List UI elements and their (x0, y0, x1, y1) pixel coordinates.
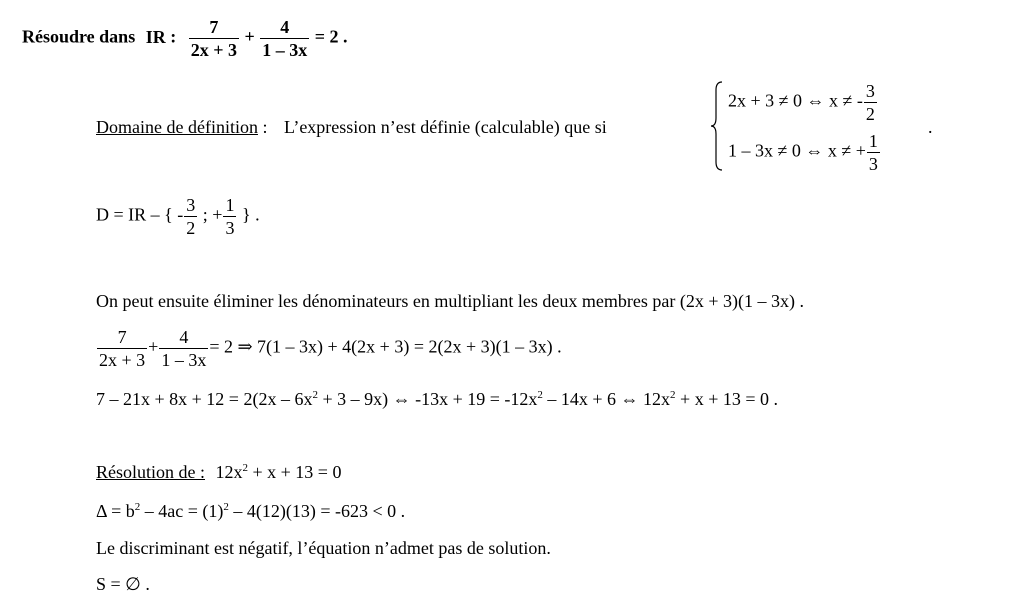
condition-2-numerator: 1 (868, 131, 878, 151)
step-1-fraction-1 (97, 328, 147, 369)
step-1-fraction-2-numerator: 4 (179, 327, 189, 347)
real-set-symbol: IR (145, 26, 166, 47)
step-1-fraction-2 (159, 328, 208, 369)
domain-sentence (96, 118, 607, 136)
title-prefix: Résoudre dans (22, 26, 136, 47)
domain-set-denominator-1: 2 (186, 218, 196, 238)
condition-2-denominator: 3 (868, 154, 878, 174)
resolution-square: 2 (242, 462, 248, 474)
step-2-square-2: 2 (537, 389, 543, 401)
delta-part-c: – 4(12)(13) = -623 < 0 . (228, 501, 406, 521)
domain-set-numerator-1: 3 (186, 195, 196, 215)
step-2-square-3: 2 (670, 389, 676, 401)
equation-rhs: = 2 . (314, 26, 348, 47)
domain-set-denominator-2: 3 (225, 218, 235, 238)
domain-set-numerator-2: 1 (225, 195, 235, 215)
condition-1-numerator: 3 (865, 81, 875, 101)
step-2-part-c: – 14x + 6 ⇔ 12x (542, 389, 671, 409)
plus-sign: + (244, 26, 255, 47)
delta-part-a: Δ = b (96, 501, 135, 521)
delta-part-b: – 4ac = (1) (140, 501, 224, 521)
step-1-fraction-1-numerator: 7 (117, 327, 127, 347)
fraction-1-numerator: 7 (209, 17, 219, 37)
fraction-2-denominator: 1 – 3x (262, 40, 308, 60)
condition-1-fraction (864, 82, 877, 123)
fraction-2-numerator: 4 (280, 17, 290, 37)
conclusion-text: Le discriminant est négatif, l’équation n’admet pas de solution. (96, 538, 551, 558)
elimination-intro: On peut ensuite éliminer les dénominateurs en multipliant les deux membres par (2x + 3)(1 – 3x) . (96, 291, 804, 311)
domain-set-end: } . (237, 204, 260, 225)
discriminant-line (96, 502, 405, 520)
step-1-plus: + (148, 336, 159, 357)
condition-1 (728, 82, 878, 123)
resolution-eq-b: + x + 13 = 0 (248, 462, 342, 482)
step-2-part-b: + 3 – 9x) ⇔ -13x + 19 = -12x (317, 389, 538, 409)
delta-square-2: 2 (223, 501, 229, 513)
system-end-dot: . (928, 117, 933, 137)
solution-set: S = ∅ . (96, 574, 150, 594)
problem-statement (22, 18, 348, 59)
fraction-1-denominator: 2x + 3 (190, 40, 237, 60)
resolution-label: Résolution de : (96, 462, 205, 482)
domain-set (96, 196, 260, 237)
fraction-1 (189, 18, 239, 59)
domain-set-lhs: D = IR – { - (96, 204, 184, 225)
resolution-eq-a: 12x (215, 462, 243, 482)
resolution-line (96, 463, 341, 481)
step-2-part-d: + x + 13 = 0 . (675, 389, 779, 409)
step-1-fraction-2-denominator: 1 – 3x (161, 350, 207, 370)
domain-set-separator: ; + (198, 204, 223, 225)
condition-2-text: 1 – 3x ≠ 0 ⇔ x ≠ + (728, 140, 866, 161)
condition-1-denominator: 2 (865, 104, 875, 124)
step-1-rest: = 2 ⇒ 7(1 – 3x) + 4(2x + 3) = 2(2x + 3)(1 – 3x) . (209, 336, 562, 357)
condition-2-fraction (867, 132, 880, 173)
domain-label: Domaine de définition (96, 117, 258, 137)
step-1-fraction-1-denominator: 2x + 3 (99, 350, 146, 370)
delta-square-1: 2 (134, 501, 141, 513)
condition-2 (728, 132, 881, 173)
title-colon: : (170, 26, 177, 47)
domain-set-fraction-2 (223, 196, 236, 237)
domain-set-fraction-1 (184, 196, 197, 237)
fraction-2 (260, 18, 309, 59)
domain-text: L’expression n’est définie (calculable) que si (283, 117, 607, 137)
step-2-square-1: 2 (312, 389, 318, 401)
equation-step-1 (96, 328, 562, 369)
condition-1-text: 2x + 3 ≠ 0 ⇔ x ≠ - (728, 90, 863, 111)
equation-step-2 (96, 390, 778, 408)
domain-colon: : (262, 117, 268, 137)
system-brace (710, 80, 724, 172)
step-2-part-a: 7 – 21x + 8x + 12 = 2(2x – 6x (96, 389, 313, 409)
